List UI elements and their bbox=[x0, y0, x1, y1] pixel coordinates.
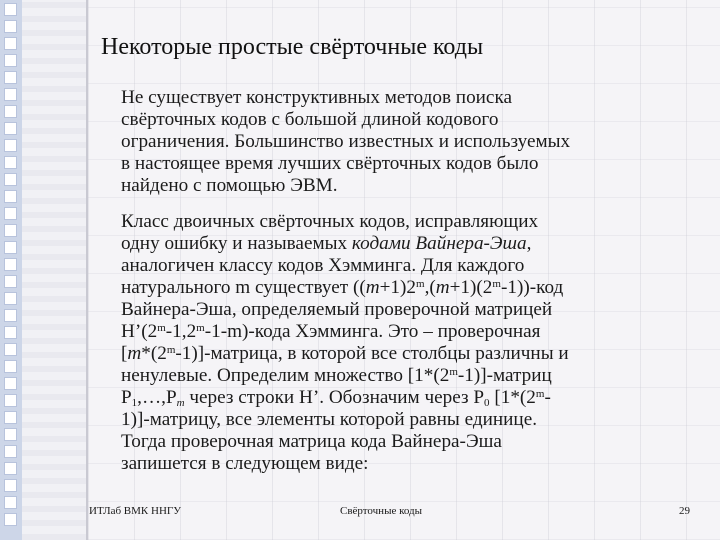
decor-square bbox=[4, 20, 17, 33]
text-line: натурального m существует $((m+1)2^m,(m+1)(2^m-1))$-код bbox=[121, 277, 564, 298]
footer-organization: ИТЛаб ВМК ННГУ bbox=[89, 505, 182, 517]
text-line: в настоящее время лучших свёрточных кодов было bbox=[121, 153, 539, 174]
decor-square bbox=[4, 445, 17, 458]
square-column bbox=[3, 2, 19, 529]
decor-square bbox=[4, 258, 17, 271]
decor-square bbox=[4, 122, 17, 135]
text-line: $P_1,\dots,P_m$ через строки H’. Обозначим через $P_0$ [1*(2$^m$- bbox=[121, 387, 551, 409]
decor-square bbox=[4, 105, 17, 118]
slide-body bbox=[121, 87, 711, 489]
page-number: 29 bbox=[679, 505, 690, 517]
text-line: свёрточных кодов с большой длиной кодового bbox=[121, 109, 499, 130]
divider-line bbox=[86, 0, 88, 540]
decor-square bbox=[4, 394, 17, 407]
decor-square bbox=[4, 411, 17, 424]
decor-square bbox=[4, 156, 17, 169]
text-line: одну ошибку и называемых кодами Вайнера-Эша, bbox=[121, 233, 532, 254]
text-line: Не существует конструктивных методов поиска bbox=[121, 87, 512, 108]
decor-square bbox=[4, 3, 17, 16]
footer-topic: Свёрточные коды bbox=[340, 505, 423, 517]
decor-square bbox=[4, 37, 17, 50]
decor-square bbox=[4, 207, 17, 220]
text-line: аналогичен классу кодов Хэмминга. Для каждого bbox=[121, 255, 525, 276]
decor-square bbox=[4, 54, 17, 67]
slide-title: Некоторые простые свёрточные коды bbox=[101, 34, 484, 60]
decor-square bbox=[4, 292, 17, 305]
decor-square bbox=[4, 428, 17, 441]
decor-square bbox=[4, 462, 17, 475]
text-line: ненулевые. Определим множество [1*(2$^m$-1)]-матриц bbox=[121, 365, 552, 386]
decor-square bbox=[4, 326, 17, 339]
text-line: 1)]-матрицу, все элементы которой равны единице. bbox=[121, 409, 538, 430]
text-line: Класс двоичных свёрточных кодов, исправляющих bbox=[121, 211, 539, 232]
text-line: найдено с помощью ЭВМ. bbox=[121, 175, 338, 196]
text-line: H’(2$^m$-1,2$^m$-1-m)-кода Хэмминга. Это – проверочная bbox=[121, 321, 541, 342]
text-line: запишется в следующем виде: bbox=[121, 453, 369, 474]
italic-term: кодами Вайнера-Эша bbox=[351, 233, 527, 254]
text-line: Тогда проверочная матрица кода Вайнера-Эша bbox=[121, 431, 502, 452]
decor-square bbox=[4, 224, 17, 237]
decor-square bbox=[4, 377, 17, 390]
text-line: Вайнера-Эша, определяемый проверочной матрицей bbox=[121, 299, 553, 320]
decor-square bbox=[4, 479, 17, 492]
decor-square bbox=[4, 496, 17, 509]
decor-square bbox=[4, 71, 17, 84]
decor-square bbox=[4, 173, 17, 186]
left-decor-strip bbox=[22, 0, 88, 540]
decor-square bbox=[4, 513, 17, 526]
paragraph-1 bbox=[121, 87, 711, 197]
decor-square bbox=[4, 275, 17, 288]
paragraph-2 bbox=[121, 211, 711, 475]
left-border-stripe bbox=[0, 0, 22, 540]
decor-square bbox=[4, 241, 17, 254]
text-line: [m*(2$^m$-1)]-матрица, в которой все столбцы различны и bbox=[121, 343, 569, 364]
text-line: ограничения. Большинство известных и используемых bbox=[121, 131, 571, 152]
decor-square bbox=[4, 190, 17, 203]
decor-square bbox=[4, 360, 17, 373]
decor-square bbox=[4, 309, 17, 322]
decor-square bbox=[4, 88, 17, 101]
decor-square bbox=[4, 343, 17, 356]
decor-square bbox=[4, 139, 17, 152]
